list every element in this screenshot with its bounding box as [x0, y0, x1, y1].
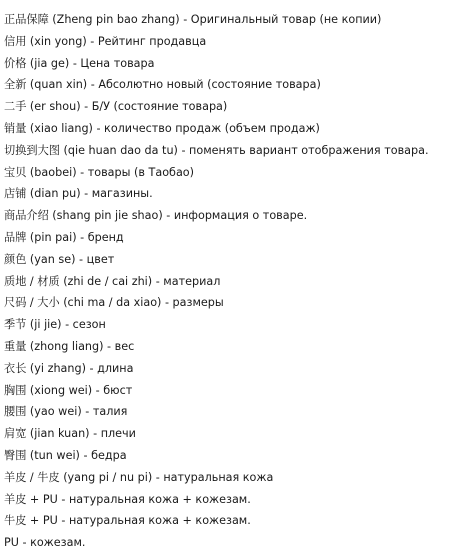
glossary-line: 二手 (er shou) - Б/У (состояние товара): [4, 100, 228, 114]
glossary-line: 品牌 (pin pai) - бренд: [4, 230, 124, 244]
glossary-line: 肩宽 (jian kuan) - плечи: [4, 427, 136, 441]
glossary-line: 商品介绍 (shang pin jie shao) - информация о товаре.: [4, 209, 308, 223]
glossary-line: 衣长 (yi zhang) - длина: [4, 361, 134, 375]
glossary-line: 销量 (xiao liang) - количество продаж (объем продаж): [4, 121, 320, 135]
glossary-line: 羊皮 / 牛皮 (yang pi / nu pi) - натуральная кожа: [4, 470, 274, 484]
glossary-line: 重量 (zhong liang) - вес: [4, 339, 135, 353]
glossary-line: 颜色 (yan se) - цвет: [4, 252, 115, 266]
glossary-line: 臀围 (tun wei) - бедра: [4, 448, 127, 462]
glossary-line: 季节 (ji jie) - сезон: [4, 318, 106, 332]
glossary-line: 全新 (quan xin) - Абсолютно новый (состояние товара): [4, 78, 321, 92]
glossary-line: 羊皮 + PU - натуральная кожа + кожезам.: [4, 492, 251, 506]
glossary-line: 腰围 (yao wei) - талия: [4, 405, 128, 419]
glossary-line: 质地 / 材质 (zhi de / cai zhi) - материал: [4, 274, 221, 288]
glossary-line: 尺码 / 大小 (chi ma / da xiao) - размеры: [4, 296, 224, 310]
glossary-line: 价格 (jia ge) - Цена товара: [4, 56, 155, 70]
glossary-line: 信用 (xin yong) - Рейтинг продавца: [4, 34, 207, 48]
glossary-line: 牛皮 + PU - натуральная кожа + кожезам.: [4, 514, 251, 528]
glossary-line: PU - кожезам.: [4, 536, 86, 550]
glossary-line: 店铺 (dian pu) - магазины.: [4, 187, 153, 201]
glossary-line: 胸围 (xiong wei) - бюст: [4, 383, 133, 397]
glossary-line: 切换到大图 (qie huan dao da tu) - поменять вариант отображения товара.: [4, 143, 429, 157]
glossary-list: [4, 9, 448, 554]
glossary-line: 宝贝 (baobei) - товары (в Таобао): [4, 165, 195, 179]
glossary-line: 正品保障 (Zheng pin bao zhang) - Оригинальный товар (не копии): [4, 13, 382, 26]
